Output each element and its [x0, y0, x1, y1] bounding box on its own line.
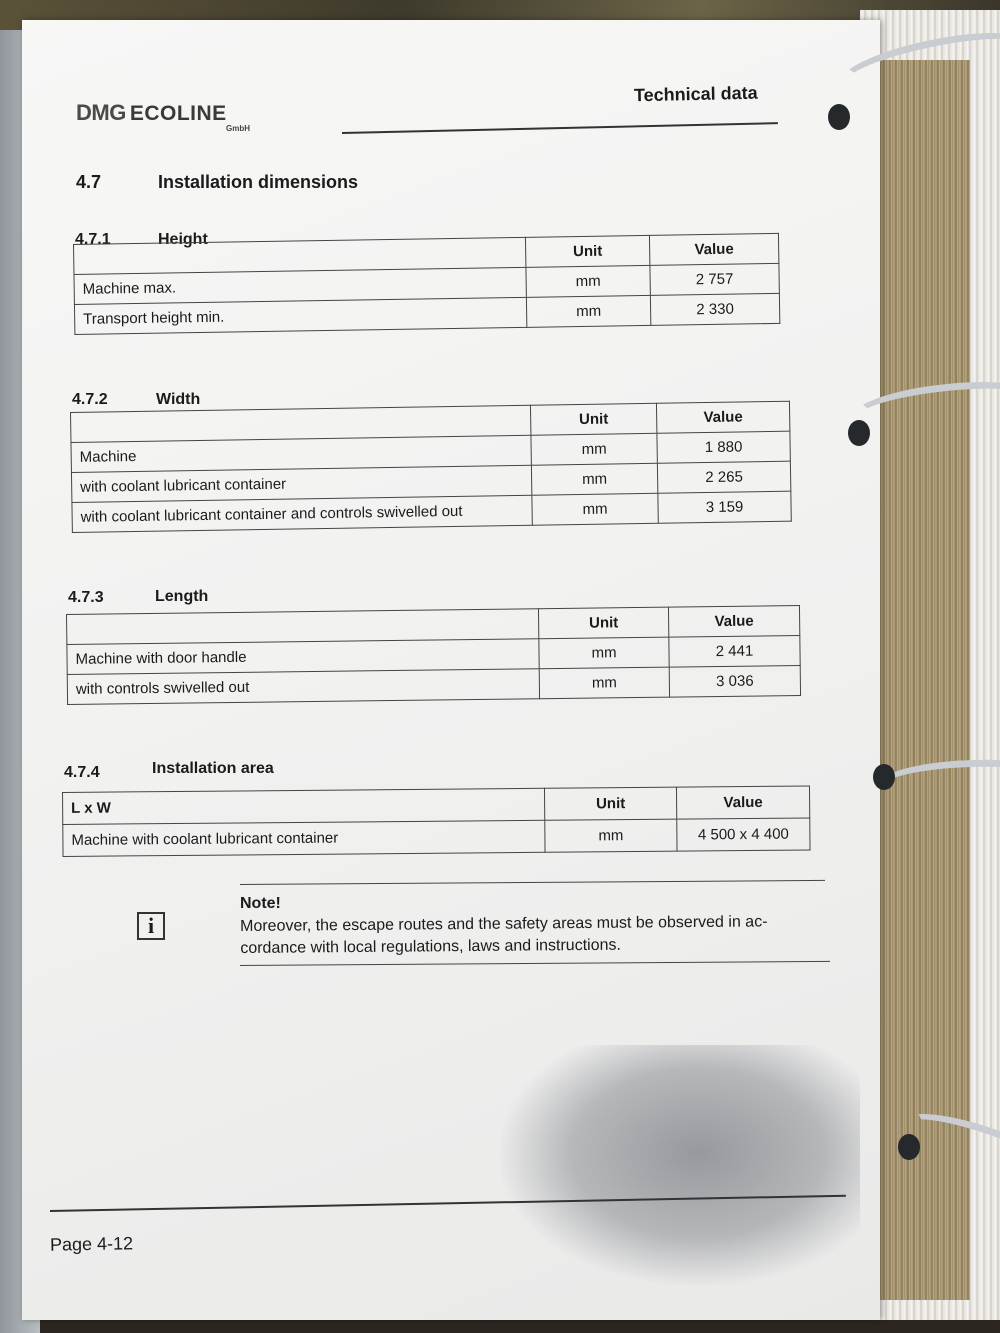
binder-ring-end [848, 420, 870, 446]
company-logo [76, 100, 227, 126]
area-number: 4.7.4 [64, 764, 100, 781]
table-row [63, 818, 810, 857]
row-value: 2 441 [669, 636, 800, 668]
binder-ring-end [828, 104, 850, 130]
note-text [240, 911, 830, 960]
area-title: Installation area [152, 760, 274, 777]
header-title: Technical data [633, 82, 758, 106]
row-value: 3 036 [669, 666, 800, 698]
row-value: 3 159 [658, 491, 791, 523]
row-unit: mm [532, 493, 658, 525]
section-number: 4.7 [76, 172, 102, 192]
width-title: Width [156, 391, 201, 408]
table-header-cell: L x W [63, 788, 545, 824]
row-label: with controls swivelled out [67, 669, 539, 705]
binder-ring-end [898, 1134, 920, 1160]
row-unit: mm [531, 433, 657, 465]
table-header-cell: Value [656, 401, 789, 433]
row-value: 1 880 [657, 431, 790, 463]
binder-ring-end [873, 764, 895, 790]
length-number: 4.7.3 [68, 589, 104, 606]
note-title: Note! [240, 895, 281, 912]
area-table [62, 785, 811, 857]
section-title: Installation dimensions [158, 172, 359, 192]
row-value: 2 757 [650, 263, 779, 295]
table-header-cell: Value [649, 233, 778, 265]
table-header-cell: Unit [525, 235, 649, 267]
height-title: Height [158, 231, 208, 248]
row-label: Machine with door handle [67, 639, 539, 675]
length-table [66, 605, 801, 705]
row-label: Machine with coolant lubricant container [63, 820, 545, 856]
row-unit: mm [526, 295, 650, 327]
row-label: Machine [71, 435, 531, 472]
table-header-cell: Value [676, 786, 809, 819]
logo-brand: DMG [76, 100, 126, 125]
row-value: 2 265 [657, 461, 790, 493]
row-value: 4 500 x 4 400 [677, 818, 810, 851]
table-header-cell: Unit [530, 403, 656, 435]
width-table [70, 401, 792, 533]
row-unit: mm [526, 265, 650, 297]
row-label: with coolant lubricant container [71, 465, 531, 502]
logo-product: ECOLINE [129, 102, 227, 125]
row-label: Machine max. [74, 267, 526, 304]
row-label: Transport height min. [74, 297, 526, 334]
table-header-cell: Value [668, 606, 799, 638]
note-line: Moreover, the escape routes and the safety areas must be observed in ac- [240, 913, 768, 935]
row-unit: mm [531, 463, 657, 495]
height-number: 4.7.1 [75, 231, 111, 248]
row-value: 2 330 [650, 293, 779, 325]
note-line: cordance with local regulations, laws and instructions. [240, 936, 621, 957]
hand-shadow [500, 1045, 860, 1285]
info-icon: i [137, 912, 165, 940]
row-unit: mm [539, 637, 669, 669]
row-unit: mm [545, 819, 677, 852]
table-header-cell: Unit [538, 607, 668, 639]
height-table [73, 233, 780, 335]
logo-suffix: GmbH [226, 124, 250, 133]
length-title: Length [155, 588, 209, 605]
row-label: with coolant lubricant container and controls swivelled out [72, 495, 532, 532]
page-number: Page 4-12 [49, 1233, 134, 1255]
row-unit: mm [539, 667, 669, 699]
width-number: 4.7.2 [72, 391, 108, 408]
table-header-cell: Unit [544, 787, 676, 820]
